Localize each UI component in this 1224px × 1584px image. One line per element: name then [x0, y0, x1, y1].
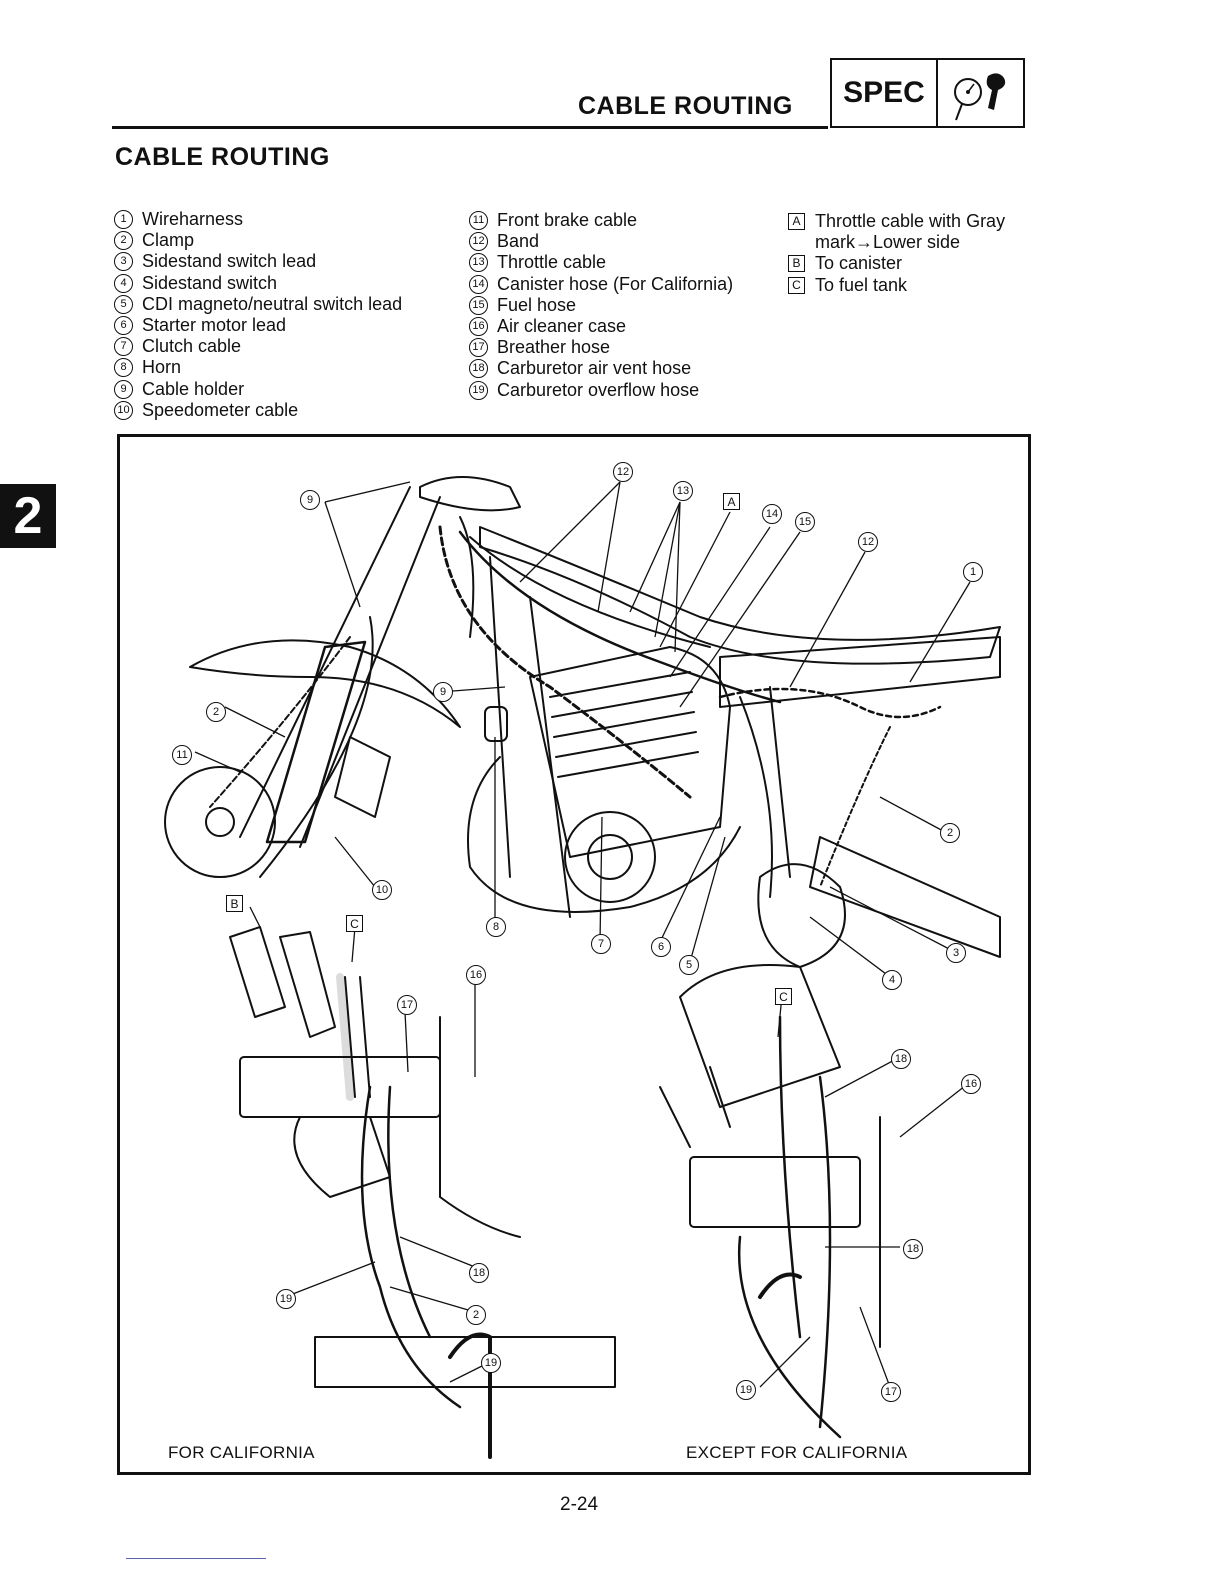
legend-item [469, 231, 733, 252]
legend-column-2 [469, 210, 733, 401]
legend-item [114, 209, 402, 230]
overflow-hose-right [739, 1237, 840, 1437]
legend-column-1 [114, 209, 402, 421]
legend-number: 2 [114, 231, 133, 250]
callout-11: 11 [172, 745, 192, 765]
legend-number: 12 [469, 232, 488, 251]
callout-16-right: 16 [961, 1074, 981, 1094]
cable-routing-diagram [120, 437, 1028, 1472]
legend-label: Horn [142, 357, 182, 378]
caption-for-california: FOR CALIFORNIA [168, 1443, 315, 1462]
carburetor-right [690, 1157, 860, 1227]
legend-key: C [788, 277, 805, 294]
handlebar-clamp [420, 477, 520, 510]
callout-19-right: 19 [736, 1380, 756, 1400]
callout-15: 15 [795, 512, 815, 532]
callout-16: 16 [466, 965, 486, 985]
footer-rule [126, 1558, 266, 1559]
legend-number: 4 [114, 274, 133, 293]
diagram-frame [117, 434, 1031, 1475]
gauge-icon [938, 62, 1022, 124]
callout-1: 1 [963, 562, 983, 582]
legend-label: Carburetor overflow hose [497, 379, 700, 400]
legend-item [114, 251, 402, 272]
legend-label: Clamp [142, 230, 195, 251]
legend-item [114, 294, 402, 315]
callout-14: 14 [762, 504, 782, 524]
legend-item [114, 315, 402, 336]
callout-5: 5 [679, 955, 699, 975]
legend-label: Band [497, 231, 540, 252]
legend-label: To fuel tank [815, 274, 908, 295]
callout-C: C [346, 915, 363, 932]
legend-item [788, 211, 1030, 253]
legend-number: 11 [469, 211, 488, 230]
speedometer-cable [260, 617, 373, 877]
fork-boot [267, 642, 365, 842]
legend-number: 13 [469, 253, 488, 272]
section-title: CABLE ROUTING [115, 143, 330, 171]
legend-item [469, 295, 733, 316]
legend-label: To canister [815, 253, 903, 274]
legend-label: Breather hose [497, 337, 611, 358]
horn [485, 707, 507, 741]
legend-number: 3 [114, 252, 133, 271]
legend-label: Fuel hose [497, 294, 577, 315]
fuel-tank-bottom [680, 965, 840, 1107]
header-title: CABLE ROUTING [578, 92, 793, 120]
legend-item [469, 316, 733, 337]
legend-number: 1 [114, 210, 133, 229]
legend-number: 8 [114, 358, 133, 377]
legend-label: CDI magneto/neutral switch lead [142, 293, 403, 314]
legend-number: 15 [469, 296, 488, 315]
callout-9: 9 [300, 490, 320, 510]
callout-18: 18 [469, 1263, 489, 1283]
spec-label: SPEC [832, 60, 938, 126]
legend-item [469, 210, 733, 231]
callout-18-right: 18 [891, 1049, 911, 1069]
legend-item [788, 275, 1030, 296]
spec-box [830, 58, 1025, 128]
legend-item [114, 336, 402, 357]
legend-number: 16 [469, 317, 488, 336]
legend-label: Throttle cable [497, 252, 607, 273]
wireharness-cable [440, 527, 690, 797]
legend-label: Clutch cable [142, 336, 242, 357]
legend-label: Canister hose (For California) [497, 273, 734, 294]
callout-2c: 2 [466, 1305, 486, 1325]
callout-12b: 12 [858, 532, 878, 552]
legend-label: Speedometer cable [142, 399, 299, 420]
legend-label: Front brake cable [497, 210, 638, 230]
legend-label: Throttle cable with Gray mark→Lower side [815, 211, 1006, 253]
callout-C-right: C [775, 988, 792, 1005]
legend-label: Sidestand switch lead [142, 251, 317, 272]
legend-item [114, 400, 402, 421]
callout-3: 3 [946, 943, 966, 963]
legend-item [114, 273, 402, 294]
callout-19: 19 [276, 1289, 296, 1309]
header-rule [112, 126, 828, 129]
callout-2b: 2 [940, 823, 960, 843]
legend-item [114, 357, 402, 378]
carburetor-left [240, 1057, 440, 1117]
front-brake-cable [210, 637, 350, 807]
chapter-tab: 2 [0, 484, 56, 548]
legend-label: Air cleaner case [497, 316, 627, 337]
front-wheel-hub [165, 767, 275, 877]
air-cleaner-left [440, 1017, 520, 1237]
legend-number: 18 [469, 359, 488, 378]
legend-label: Carburetor air vent hose [497, 358, 692, 379]
magneto-cover [565, 812, 655, 902]
fork-plate [335, 737, 390, 817]
legend-number: 7 [114, 337, 133, 356]
callout-B: B [226, 895, 243, 912]
callout-A: A [723, 493, 740, 510]
engine-crankcase [468, 757, 740, 912]
callout-2: 2 [206, 702, 226, 722]
callout-17: 17 [397, 995, 417, 1015]
frame-tube-left [315, 1337, 615, 1387]
legend-item [788, 253, 1030, 274]
legend-number: 17 [469, 338, 488, 357]
callout-8: 8 [486, 917, 506, 937]
callout-4: 4 [882, 970, 902, 990]
callout-10: 10 [372, 880, 392, 900]
legend-key: A [788, 213, 805, 230]
carb-fitting-left [230, 927, 285, 1017]
legend-number: 9 [114, 380, 133, 399]
legend-label: Cable holder [142, 378, 245, 399]
callout-18-right-b: 18 [903, 1239, 923, 1259]
legend-item [469, 337, 733, 358]
legend-key: B [788, 255, 805, 272]
callout-9b: 9 [433, 682, 453, 702]
legend-label: Wireharness [142, 209, 244, 229]
callout-6: 6 [651, 937, 671, 957]
legend-number: 14 [469, 275, 488, 294]
legend-label: Sidestand switch [142, 272, 278, 293]
legend-number: 6 [114, 316, 133, 335]
legend-item [469, 274, 733, 295]
hose-end-left [450, 1335, 490, 1458]
callout-17-right: 17 [881, 1382, 901, 1402]
throttle-cable [460, 532, 780, 702]
legend-item [114, 379, 402, 400]
callout-19b: 19 [481, 1353, 501, 1373]
callout-12: 12 [613, 462, 633, 482]
legend-item [469, 358, 733, 379]
callout-13: 13 [673, 481, 693, 501]
clutch-cable [470, 537, 710, 647]
page-number: 2-24 [560, 1494, 599, 1515]
callout-7: 7 [591, 934, 611, 954]
legend-column-3 [788, 211, 1030, 296]
legend-number: 5 [114, 295, 133, 314]
legend-number: 19 [469, 381, 488, 400]
vent-hose-right [780, 1017, 800, 1337]
legend-item [469, 252, 733, 273]
legend-item [469, 380, 733, 401]
legend-item [114, 230, 402, 251]
legend-label: Starter motor lead [142, 315, 287, 336]
legend-number: 10 [114, 401, 133, 420]
front-fender [190, 640, 460, 727]
caption-except-for-california: EXCEPT FOR CALIFORNIA [686, 1443, 908, 1462]
